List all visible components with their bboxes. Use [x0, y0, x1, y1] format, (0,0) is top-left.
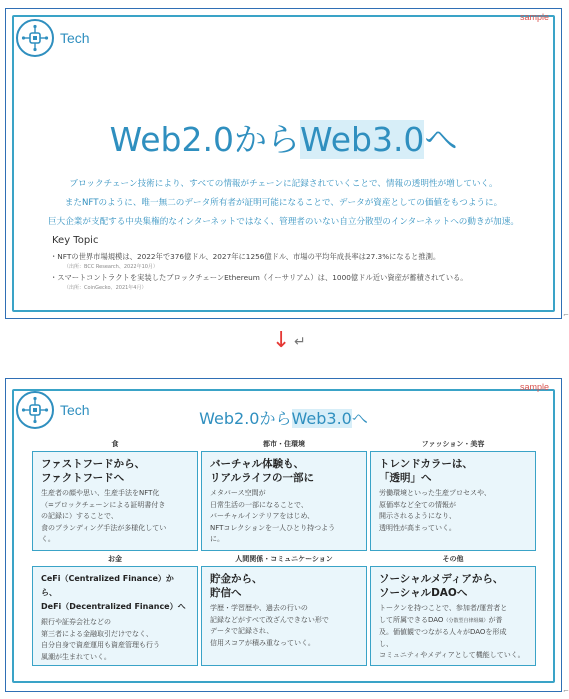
category-fashion: ファッション・美容: [421, 440, 485, 448]
logo-text: Tech: [60, 30, 90, 46]
slide-before: [5, 8, 562, 319]
paragraph-mark: ⌐: [563, 687, 569, 695]
sample-label: sample: [519, 12, 549, 22]
category-other: その他: [442, 555, 464, 563]
list-item: ・NFTの世界市場規模は、2022年で376億ドル、2027年に1256億ドル、市場の平均年成長率は27.3%になると推測。 （出所：BCC Research、2022年10月）: [50, 252, 441, 270]
category-food: 食: [111, 440, 119, 448]
category-relationships: 人間関係・コミュニケーション: [235, 555, 333, 563]
category-city: 都市・住環境: [263, 440, 305, 448]
page-title: Web2.0からWeb3.0へ: [109, 120, 458, 159]
sample-label: sample: [519, 382, 549, 392]
return-icon: ↵: [294, 334, 306, 350]
list-item: ・スマートコントラクトを実装したブロックチェーンEthereum（イーサリアム）は、1000億ドル近い資産が蓄積されている。 （出所：CoinGecko、2021年4月）: [50, 273, 468, 291]
card-relationships: 貯金から、 貯信へ 学歴・学習歴や、過去の行いの 記録などがすべて改ざんできない形で データで記録され、 信用スコアが積み重なっていく。: [201, 566, 367, 666]
key-topic-list: [50, 252, 468, 294]
page-title: Web2.0からWeb3.0へ: [199, 409, 368, 428]
paragraph-mark: ⌐: [563, 311, 569, 319]
logo-text: Tech: [60, 402, 90, 418]
lead-text: ブロックチェーン技術により、すべての情報がチェーンに記録されていくことで、情報の透明性が増していく。 またNFTのように、唯一無二のデータ所有者が証明可能になることで、データが資産としての価値をもつように。 巨大企業が支配する中央集権的なインターネットではなく、管理者のいない自立分散型のインターネットへの動きが加速。: [48, 179, 519, 227]
tech-logo: [16, 19, 90, 57]
slide-after: [5, 378, 562, 692]
card-city: バーチャル体験も、 リアルライフの一部に メタバース空間が 日常生活の一部になることで、 バーチャルインテリアをはじめ、 NFTコレクションを一人ひとり持つよう に。: [201, 451, 367, 551]
card-money: CeFi（Centralized Finance）から、 DeFi（Decentralized Finance）へ 銀行や証券会社などの 第三者による金融取引だけでなく、 自分自身で資産運用も資産管理も行う 風潮が生まれていく。: [32, 566, 198, 666]
key-topic-heading: Key Topic: [52, 235, 99, 246]
card-food: ファストフードから、 ファクトフードへ 生産者の顔や思い、生産手法をNFT化 （=ブロックチェーンによる証明書付き の記録に）することで、 食のブランディング手法が多様化してい く。: [32, 451, 198, 551]
card-other: ソーシャルメディアから、 ソーシャルDAOへ トークンを持つことで、参加者/運営者と して所属できるDAO（分散型自律組織）が普 及。価値観でつながる人々がDAOを形成 し、 コミュニティやメディアとして機能していく。: [370, 566, 536, 666]
down-arrow-icon: ↓: [272, 328, 291, 353]
card-fashion: トレンドカラーは、 「透明」へ 労働環境といった生産プロセスや、 原価率など全ての情報が 開示されるようになり、 透明性が高まっていく。: [370, 451, 536, 551]
category-money: お金: [108, 555, 122, 563]
circuit-icon: [16, 19, 54, 57]
